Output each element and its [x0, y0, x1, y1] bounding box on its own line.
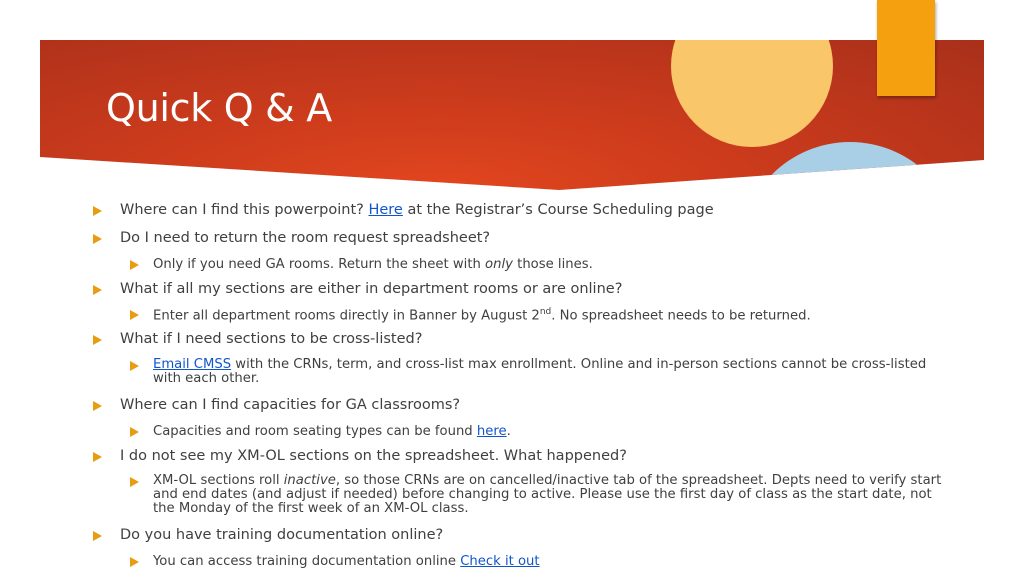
- arrow-bullet-icon: [130, 260, 139, 270]
- arrow-bullet-icon: [93, 234, 102, 244]
- capacities-here-link[interactable]: here: [476, 424, 507, 439]
- question-3: What if all my sections are either in department rooms or are online?: [120, 281, 622, 297]
- arrow-bullet-icon: [93, 452, 102, 462]
- question-2: Do I need to return the room request spreadsheet?: [120, 230, 490, 246]
- arrow-bullet-icon: [130, 477, 139, 487]
- question-5: Where can I find capacities for GA classrooms?: [120, 397, 460, 413]
- slide-title: Quick Q & A: [106, 86, 332, 130]
- arrow-bullet-icon: [130, 361, 139, 371]
- answer-2: Only if you need GA rooms. Return the sheet with only those lines.: [153, 257, 593, 272]
- arrow-bullet-icon: [93, 206, 102, 216]
- question-7: Do you have training documentation online?: [120, 527, 443, 543]
- question-6: I do not see my XM-OL sections on the spreadsheet. What happened?: [120, 448, 627, 464]
- question-4: What if I need sections to be cross-listed?: [120, 331, 422, 347]
- answer-3: Enter all department rooms directly in Banner by August 2nd. No spreadsheet needs to be returned.: [153, 307, 811, 323]
- here-link[interactable]: Here: [368, 202, 403, 218]
- answer-5: Capacities and room seating types can be found here.: [153, 424, 511, 439]
- check-it-out-link[interactable]: Check it out: [460, 554, 540, 569]
- question-1: Where can I find this powerpoint? Here at the Registrar’s Course Scheduling page: [120, 202, 714, 218]
- answer-4: Email CMSS with the CRNs, term, and cross-list max enrollment. Online and in-person sections cannot be cross-listed with each other.: [153, 358, 953, 386]
- arrow-bullet-icon: [93, 335, 102, 345]
- arrow-bullet-icon: [130, 557, 139, 567]
- arrow-bullet-icon: [93, 531, 102, 541]
- arrow-bullet-icon: [130, 427, 139, 437]
- arrow-bullet-icon: [130, 310, 139, 320]
- arrow-bullet-icon: [93, 401, 102, 411]
- email-cmss-link[interactable]: Email CMSS: [153, 357, 232, 372]
- answer-6: XM-OL sections roll inactive, so those CRNs are on cancelled/inactive tab of the spreadsheet. Depts need to verify start and end dates (and adjust if needed) before changing to active. Please use the first day of class as the start date, not the Monday of the first week of an XM-OL class.: [153, 474, 953, 516]
- arrow-bullet-icon: [93, 285, 102, 295]
- answer-7: You can access training documentation online Check it out: [153, 554, 540, 569]
